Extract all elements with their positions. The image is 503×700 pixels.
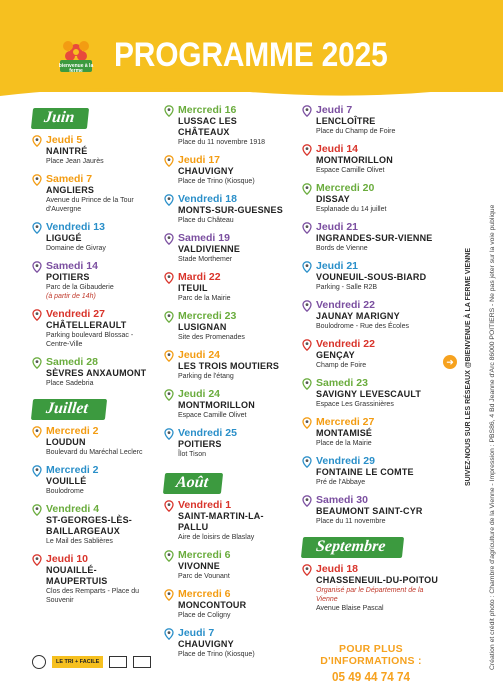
location-pin-icon [302, 495, 312, 507]
event-address: Place Sadebria [46, 380, 94, 387]
event-item [300, 260, 440, 292]
location-pin-icon [302, 456, 312, 468]
event-day: Mercredi 16 [178, 104, 237, 116]
bin-icon [133, 656, 151, 668]
month-heading: Août [163, 473, 223, 494]
event-item [30, 308, 155, 349]
event-place: LOUDUN [46, 437, 86, 447]
month-heading: Septembre [301, 537, 405, 558]
event-place: LUSIGNAN [178, 322, 227, 332]
event-item [30, 553, 155, 605]
credits-text: Création et crédit photo : Chambre d'agriculture de la Vienne - Impression : PBS86, 4 Bd Jeanne d'Arc 86000 POITIERS - Ne pas jeter sur la voie publique [489, 204, 496, 670]
event-place: ITEUIL [178, 283, 208, 293]
location-pin-icon [164, 311, 174, 323]
event-day: Jeudi 24 [178, 388, 221, 400]
event-place: VIVONNE [178, 561, 220, 571]
event-place: LUSSAC LES CHÂTEAUX [178, 116, 238, 137]
event-day: Mercredi 27 [316, 416, 375, 428]
event-place: VALDIVIENNE [178, 244, 241, 254]
event-item [300, 182, 440, 214]
event-place: NOUAILLÉ-MAUPERTUIS [46, 565, 108, 586]
column-2 [162, 104, 290, 666]
event-day: Jeudi 7 [316, 104, 353, 116]
location-pin-icon [164, 155, 174, 167]
location-pin-icon [164, 350, 174, 362]
event-item [300, 494, 440, 526]
location-pin-icon [32, 465, 42, 477]
event-item [300, 338, 440, 370]
event-place: MONTS-SUR-GUESNES [178, 205, 283, 215]
page-title: PROGRAMME 2025 [114, 36, 388, 74]
event-item [30, 425, 155, 457]
event-address: Parking - Salle R2B [316, 284, 378, 291]
event-item [30, 260, 155, 301]
info-phone[interactable]: 05 49 44 74 74 [331, 669, 411, 684]
event-item [30, 221, 155, 253]
event-day: Samedi 30 [316, 494, 368, 506]
event-address: Espace Camille Olivet [178, 412, 247, 419]
event-place: ANGLIERS [46, 185, 95, 195]
event-item [162, 232, 290, 264]
location-pin-icon [302, 417, 312, 429]
event-day: Samedi 23 [316, 377, 368, 389]
event-address: Espace Camille Olivet [316, 167, 385, 174]
info-label: POUR PLUS D'INFORMATIONS : [320, 643, 422, 667]
event-day: Jeudi 5 [46, 134, 83, 146]
event-item [300, 299, 440, 331]
event-address: Le Mail des Sablières [46, 538, 113, 545]
event-address: Boulodrome - Rue des Écoles [316, 323, 409, 330]
event-day: Jeudi 21 [316, 221, 359, 233]
event-item [162, 154, 290, 186]
event-address: Site des Promenades [178, 334, 245, 341]
event-day: Vendredi 22 [316, 338, 375, 350]
event-day: Mercredi 2 [46, 425, 99, 437]
event-address: Clos des Remparts - Place du [46, 588, 139, 595]
event-address: Champ de Foire [316, 362, 367, 369]
event-place: GENÇAY [316, 350, 355, 360]
column-1 [30, 104, 155, 612]
event-day: Vendredi 27 [46, 308, 105, 320]
location-pin-icon [302, 261, 312, 273]
event-item [162, 499, 290, 542]
event-day: Vendredi 13 [46, 221, 105, 233]
location-pin-icon [32, 222, 42, 234]
event-place: NAINTRÉ [46, 146, 88, 156]
event-item [300, 143, 440, 175]
event-day: Mercredi 6 [178, 588, 231, 600]
location-pin-icon [164, 105, 174, 117]
location-pin-icon [302, 222, 312, 234]
location-pin-icon [32, 504, 42, 516]
event-address: d'Auvergne [46, 206, 82, 213]
location-pin-icon [164, 628, 174, 640]
event-item [300, 377, 440, 409]
event-address: Place du Château [178, 217, 234, 224]
location-pin-icon [164, 272, 174, 284]
event-address: Domaine de Givray [46, 245, 106, 252]
arrow-icon: ➜ [443, 355, 457, 369]
event-place: SAINT-MARTIN-LA-PALLU [178, 511, 264, 532]
paper-icon [109, 656, 127, 668]
event-item [162, 388, 290, 420]
event-item [162, 588, 290, 620]
event-day: Vendredi 25 [178, 427, 237, 439]
event-place: CHAUVIGNY [178, 166, 234, 176]
event-place: VOUNEUIL-SOUS-BIARD [316, 272, 427, 282]
month-heading: Juin [31, 108, 89, 129]
event-place: ST-GEORGES-LÈS-BAILLARGEAUX [46, 515, 133, 536]
event-item [300, 455, 440, 487]
event-day: Vendredi 4 [46, 503, 100, 515]
event-address: Espace Les Grassinières [316, 401, 394, 408]
event-place: LENCLOÎTRE [316, 116, 376, 126]
event-day: Vendredi 18 [178, 193, 237, 205]
event-address: Parc de Vounant [178, 573, 230, 580]
event-item [300, 563, 440, 613]
event-address: Îlot Tison [178, 451, 207, 458]
event-place: CHASSENEUIL-DU-POITOU [316, 575, 439, 585]
event-address: Boulodrome [46, 488, 84, 495]
event-address: Parc de la Mairie [178, 295, 231, 302]
event-place: LES TROIS MOUTIERS [178, 361, 280, 371]
event-address: Avenue Blaise Pascal [316, 605, 384, 612]
footer-icons [32, 655, 151, 669]
location-pin-icon [302, 144, 312, 156]
event-day: Mercredi 23 [178, 310, 237, 322]
column-3 [300, 104, 440, 620]
month-heading: Juillet [31, 399, 107, 420]
event-address: Avenue du Prince de la Tour [46, 197, 134, 204]
logo-text: bienvenue à la ferme [58, 63, 94, 75]
location-pin-icon [302, 564, 312, 576]
event-place: CHÂTELLERAULT [46, 320, 127, 330]
event-place: MONTMORILLON [178, 400, 255, 410]
event-day: Mercredi 6 [178, 549, 231, 561]
event-day: Vendredi 29 [316, 455, 375, 467]
event-day: Samedi 28 [46, 356, 98, 368]
event-note: (à partir de 14h) [46, 293, 96, 300]
event-place: MONCONTOUR [178, 600, 247, 610]
event-day: Jeudi 24 [178, 349, 221, 361]
event-item [162, 271, 290, 303]
event-item [300, 104, 440, 136]
location-pin-icon [302, 105, 312, 117]
event-item [30, 134, 155, 166]
event-address: Pré de l'Abbaye [316, 479, 366, 486]
location-pin-icon [32, 554, 42, 566]
event-day: Mardi 22 [178, 271, 221, 283]
info-block [300, 643, 442, 684]
event-day: Samedi 7 [46, 173, 93, 185]
event-place: SÈVRES ANXAUMONT [46, 368, 147, 378]
event-day: Vendredi 1 [178, 499, 232, 511]
event-address: Stade Morthemer [178, 256, 233, 263]
location-pin-icon [32, 357, 42, 369]
event-place: POITIERS [178, 439, 222, 449]
event-day: Mercredi 2 [46, 464, 99, 476]
event-address: Boulevard du Maréchal Leclerc [46, 449, 143, 456]
event-address: Parking de l'étang [178, 373, 234, 380]
event-address: Place du Champ de Foire [316, 128, 396, 135]
event-address: Place du 11 novembre 1918 [178, 139, 266, 146]
event-place: JAUNAY MARIGNY [316, 311, 400, 321]
event-address: Centre-Ville [46, 341, 83, 348]
event-address: Parc de la Gibauderie [46, 284, 114, 291]
event-day: Jeudi 14 [316, 143, 359, 155]
event-place: LIGUGÉ [46, 233, 82, 243]
location-pin-icon [32, 174, 42, 186]
event-item [162, 349, 290, 381]
location-pin-icon [32, 135, 42, 147]
event-day: Samedi 19 [178, 232, 230, 244]
location-pin-icon [32, 426, 42, 438]
event-place: CHAUVIGNY [178, 639, 234, 649]
event-item [30, 173, 155, 214]
event-place: BEAUMONT SAINT-CYR [316, 506, 423, 516]
event-address: Place Jean Jaurès [46, 158, 104, 165]
event-place: VOUILLÉ [46, 476, 87, 486]
event-address: Souvenir [46, 597, 74, 604]
social-text: SUIVEZ-NOUS SUR LES RÉSEAUX @BIENVENUE À LA FERME VIENNE [465, 248, 472, 486]
event-item [30, 503, 155, 546]
event-day: Vendredi 22 [316, 299, 375, 311]
location-pin-icon [164, 389, 174, 401]
location-pin-icon [164, 550, 174, 562]
event-item [300, 221, 440, 253]
event-day: Mercredi 20 [316, 182, 375, 194]
location-pin-icon [164, 500, 174, 512]
event-item [162, 310, 290, 342]
tri-label: LE TRI + FACILE [52, 656, 103, 668]
event-item [30, 464, 155, 496]
event-place: POITIERS [46, 272, 90, 282]
location-pin-icon [164, 194, 174, 206]
event-address: Bords de Vienne [316, 245, 368, 252]
event-day: Jeudi 10 [46, 553, 89, 565]
event-item [162, 627, 290, 659]
location-pin-icon [302, 300, 312, 312]
location-pin-icon [302, 378, 312, 390]
event-day: Jeudi 21 [316, 260, 359, 272]
event-item [162, 104, 290, 147]
event-place: INGRANDES-SUR-VIENNE [316, 233, 433, 243]
event-place: MONTAMISÉ [316, 428, 373, 438]
event-address: Aire de loisirs de Blaslay [178, 534, 255, 541]
location-pin-icon [32, 309, 42, 321]
location-pin-icon [164, 589, 174, 601]
event-place: DISSAY [316, 194, 350, 204]
location-pin-icon [302, 183, 312, 195]
header-wave [0, 78, 503, 104]
event-day: Jeudi 7 [178, 627, 215, 639]
event-day: Samedi 14 [46, 260, 98, 272]
event-item [300, 416, 440, 448]
event-address: Place de Trino (Kiosque) [178, 178, 255, 185]
event-day: Jeudi 17 [178, 154, 221, 166]
event-place: MONTMORILLON [316, 155, 393, 165]
event-address: Place de Coligny [178, 612, 231, 619]
recycle-icon [32, 655, 46, 669]
location-pin-icon [164, 428, 174, 440]
location-pin-icon [302, 339, 312, 351]
event-item [162, 427, 290, 459]
event-item [162, 549, 290, 581]
event-item [30, 356, 155, 388]
location-pin-icon [32, 261, 42, 273]
event-place: FONTAINE LE COMTE [316, 467, 414, 477]
event-place: SAVIGNY LEVESCAULT [316, 389, 422, 399]
location-pin-icon [164, 233, 174, 245]
credits-vertical [474, 110, 496, 670]
event-address: Esplanade du 14 juillet [316, 206, 387, 213]
event-day: Jeudi 18 [316, 563, 359, 575]
event-address: Place du 11 novembre [316, 518, 386, 525]
event-address: Place de Trino (Kiosque) [178, 651, 255, 658]
event-address: Parking boulevard Blossac - [46, 332, 134, 339]
event-note: Organisé par le Département de la Vienne [316, 587, 424, 603]
event-item [162, 193, 290, 225]
event-address: Place de la Mairie [316, 440, 372, 447]
